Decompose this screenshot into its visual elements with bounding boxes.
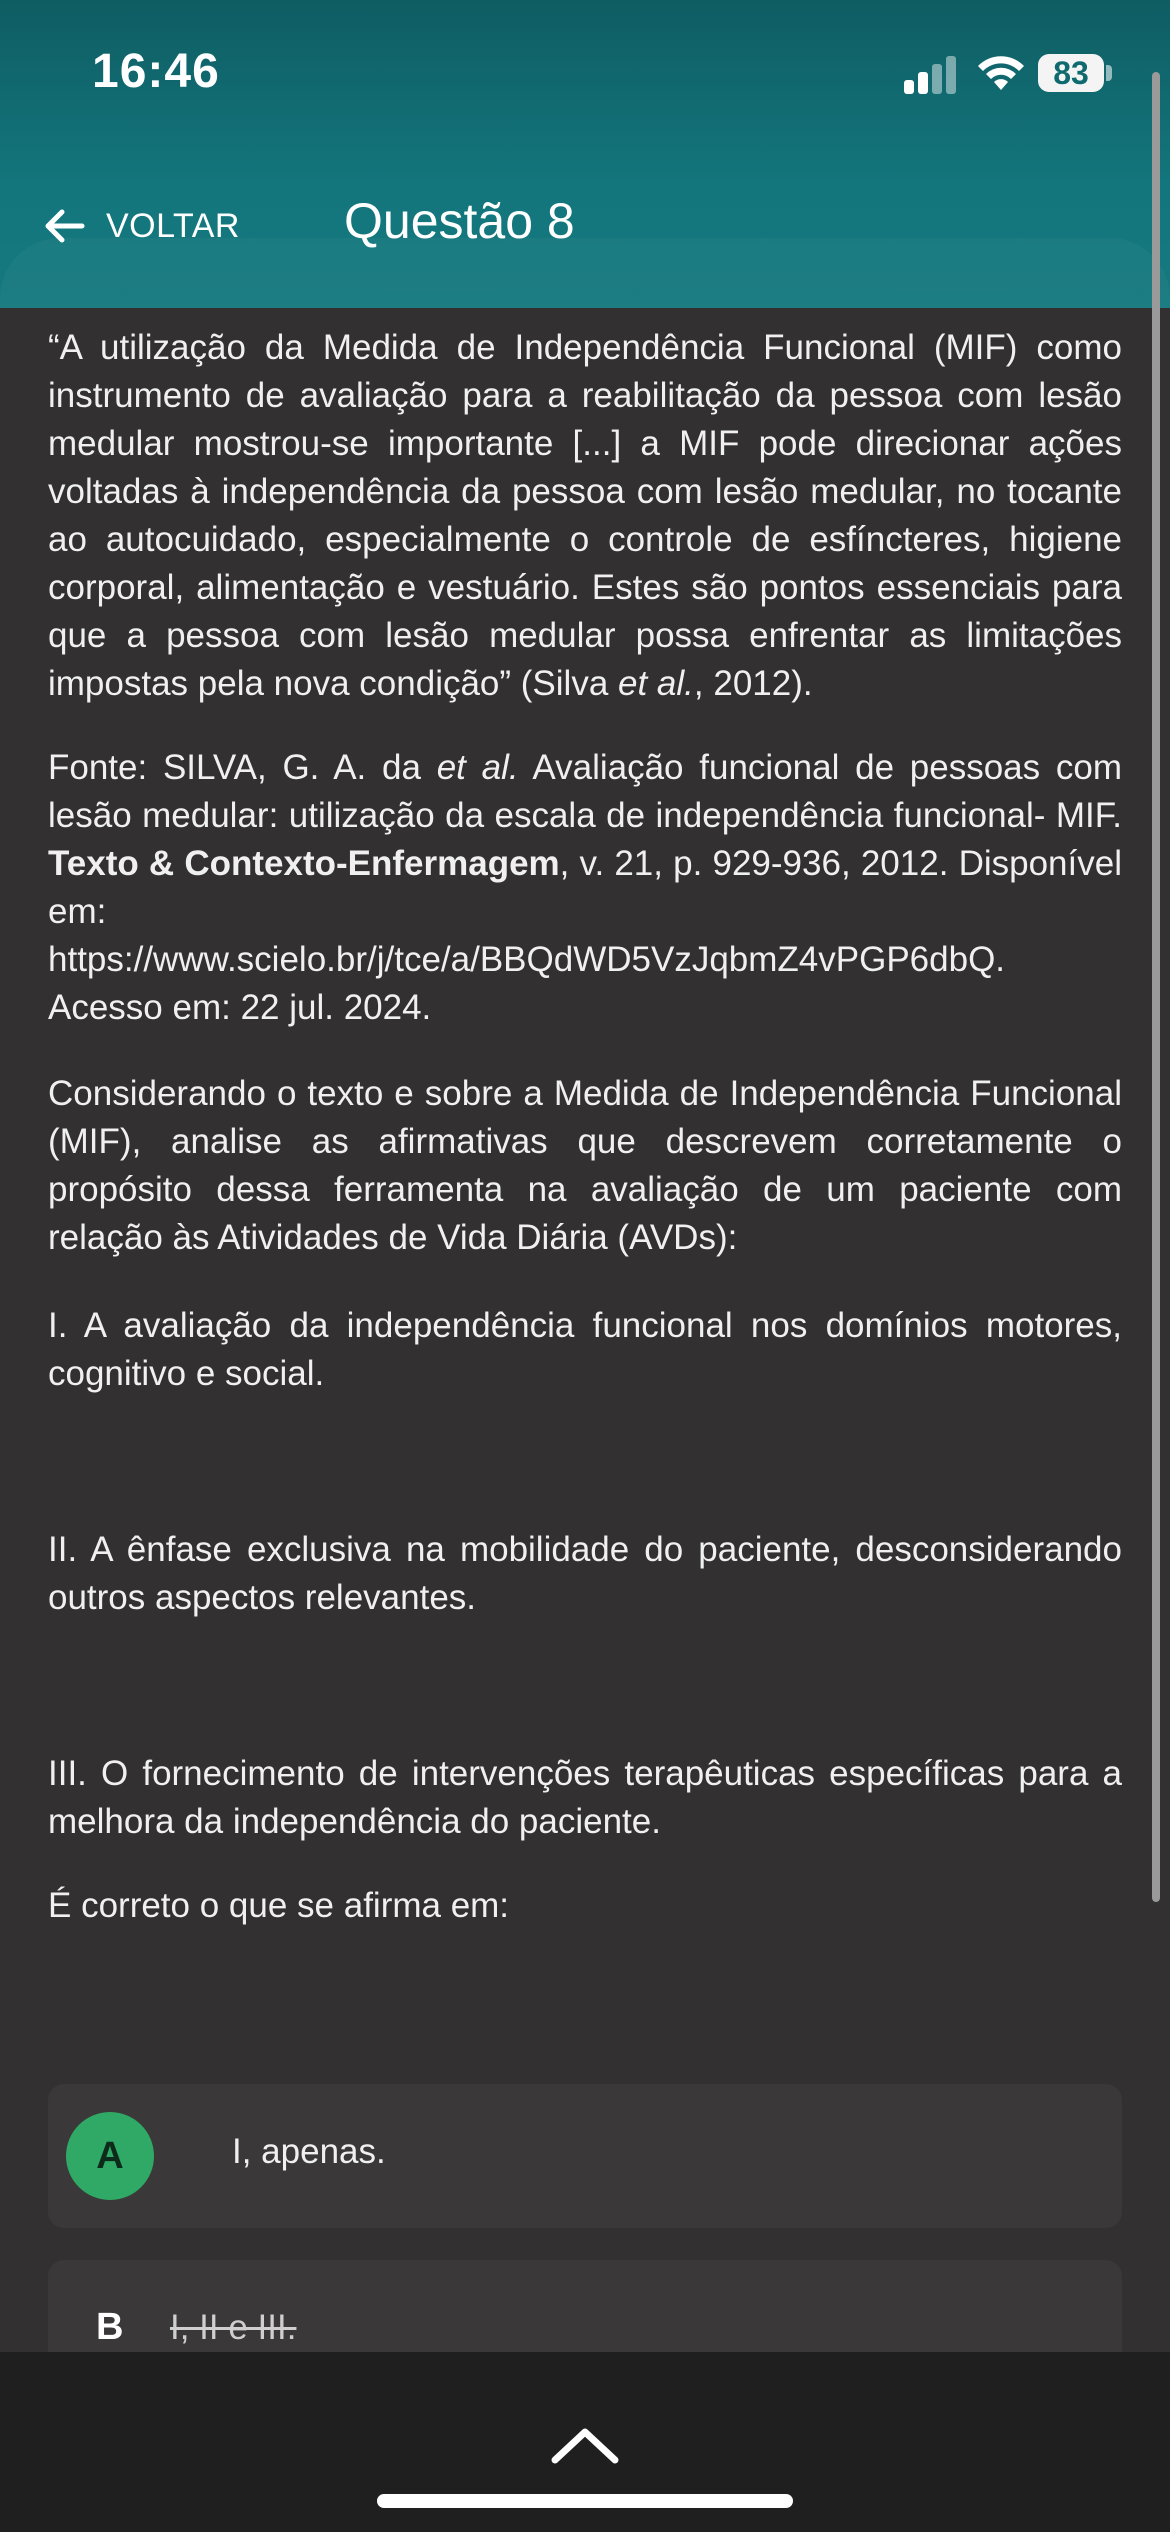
app-header	[0, 0, 1170, 308]
source-access: Acesso em: 22 jul. 2024.	[48, 988, 432, 1027]
signal-icon	[904, 54, 960, 94]
answer-option-a[interactable]	[48, 2084, 1122, 2228]
back-button[interactable]	[40, 196, 240, 256]
back-label: VOLTAR	[106, 206, 240, 245]
arrow-left-icon	[40, 201, 90, 251]
statement-iii: III. O fornecimento de intervenções terapêuticas específicas para a melhora da independência do paciente.	[48, 1754, 1122, 1841]
option-b-text: I, II e III.	[170, 2308, 297, 2347]
bottom-bar	[0, 2352, 1170, 2532]
considering-paragraph: Considerando o texto e sobre a Medida de Independência Funcional (MIF), analise as afirmativas que descrevem corretamente o propósito dessa ferramenta na avaliação de um paciente com relação às Atividades de Vida Diária (AVDs):	[48, 1074, 1122, 1257]
quote-text: “A utilização da Medida de Independência Funcional (MIF) como instrumento de avaliação para a reabilitação da pessoa com lesão medular mostrou-se importante [...] a MIF pode direcionar ações voltadas à independência da pessoa com lesão medular, no tocante ao autocuidado, especialmente o controle de esfíncteres, higiene corporal, alimentação e vestuário. Estes são pontos essenciais para que a pessoa com lesão medular possa enfrentar as limitações impostas pela nova condição” (Silva	[48, 328, 1122, 703]
battery-icon: 83	[1038, 54, 1104, 92]
source-journal: Texto & Contexto-Enfermagem	[48, 844, 560, 883]
quote-paragraph	[48, 324, 1122, 708]
quote-etal: et al.	[618, 664, 694, 703]
option-b-letter: B	[96, 2306, 124, 2348]
status-bar	[0, 0, 1170, 150]
quote-end: , 2012).	[693, 664, 813, 703]
battery-tip	[1106, 65, 1112, 81]
source-url-link[interactable]: https://www.scielo.br/j/tce/a/BBQdWD5VzJqbmZ4vPGP6dbQ.	[48, 940, 1006, 979]
option-a-text: I, apenas.	[232, 2132, 386, 2171]
source-title: Avaliação funcional de pessoas com lesão medular: utilização da escala de independência funcional- MIF.	[48, 748, 1122, 835]
wifi-icon	[976, 50, 1026, 94]
source-prefix: Fonte: SILVA, G. A. da	[48, 748, 437, 787]
statement-ii: II. A ênfase exclusiva na mobilidade do paciente, desconsiderando outros aspectos relevantes.	[48, 1530, 1122, 1617]
statement-i: I. A avaliação da independência funcional nos domínios motores, cognitivo e social.	[48, 1306, 1122, 1393]
home-indicator	[377, 2494, 793, 2508]
scrollbar[interactable]	[1152, 72, 1160, 1902]
option-a-letter: A	[66, 2112, 154, 2200]
source-etal: et al.	[436, 748, 519, 787]
page-title: Questão 8	[344, 193, 575, 249]
source-paragraph	[48, 744, 1122, 1032]
chevron-up-icon[interactable]	[547, 2420, 623, 2468]
source-details: , v. 21, p. 929-936, 2012. Disponível em:	[48, 844, 1122, 931]
question-prompt: É correto o que se afirma em:	[48, 1886, 510, 1925]
status-time: 16:46	[92, 45, 220, 98]
